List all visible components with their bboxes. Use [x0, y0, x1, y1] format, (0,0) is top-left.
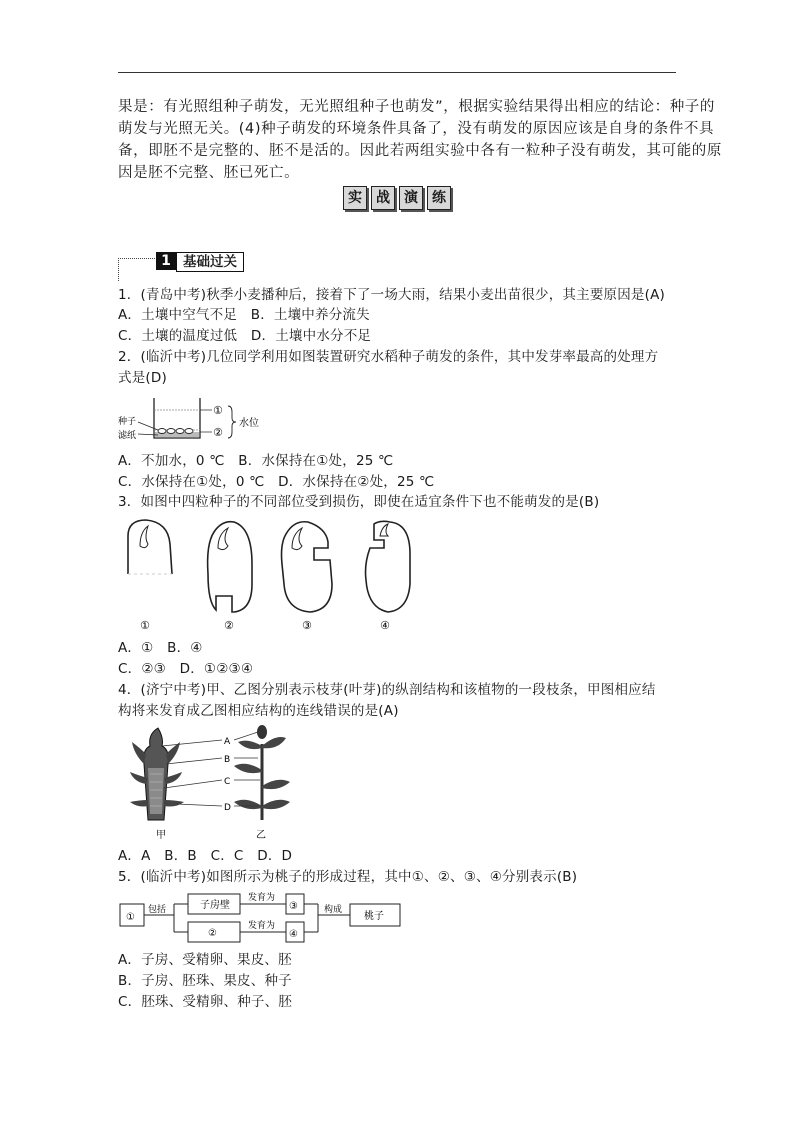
q5-form-label: 构成 — [324, 905, 343, 915]
section-heading — [118, 250, 266, 280]
q5-option-b: B．子房、胚珠、果皮、种子 — [118, 973, 292, 989]
q5-flow-diagram — [118, 890, 408, 950]
q3-seed-label: ④ — [380, 619, 390, 632]
q2-beaker-figure — [118, 392, 278, 448]
bud-section-drawing — [130, 728, 184, 820]
q4-label-a: A — [224, 737, 231, 747]
intro-line-3: 备，即胚不是完整的、胚不是活的。因此若两组实验中各有一粒种子没有萌发，其可能的原 — [118, 143, 722, 159]
q4-options: A．A B．B C．C D．D — [118, 848, 293, 864]
q3-options-ab: A．① B．④ — [118, 640, 203, 656]
q2-seed-label: 种子 — [118, 417, 137, 427]
section-number: 1 — [156, 252, 176, 270]
q2-options-ab: A．不加水，0 ℃ B．水保持在①处，25 ℃ — [118, 453, 394, 469]
q5-ovary-wall-box: 子房壁 — [200, 900, 230, 911]
q3-options-cd: C．②③ D．①②③④ — [118, 661, 254, 677]
banner-char: 实 — [343, 186, 367, 210]
q4-stem-line-1: 4．(济宁中考)甲、乙图分别表示枝芽(叶芽)的纵剖结构和该植物的一段枝条，甲图相应结 — [118, 682, 656, 698]
banner-char: 演 — [399, 186, 423, 210]
q4-figure-yi-label: 乙 — [256, 830, 266, 841]
q2-level-1-mark: ① — [213, 404, 223, 417]
q4-figure-jia-label: 甲 — [156, 830, 166, 841]
header-rule — [118, 72, 676, 73]
q4-label-b: B — [224, 755, 231, 765]
q2-options-cd: C．水保持在①处，0 ℃ D．水保持在②处，25 ℃ — [118, 474, 435, 490]
q4-label-d: D — [224, 803, 231, 813]
q3-stem: 3．如图中四粒种子的不同部位受到损伤，即使在适宜条件下也不能萌发的是(B) — [118, 494, 600, 510]
q3-seeds-figure — [118, 514, 418, 636]
q5-develop-label-1: 发育为 — [248, 893, 276, 903]
section-title: 基础过关 — [176, 252, 244, 272]
q5-option-c: C．胚珠、受精卵、种子、胚 — [118, 994, 293, 1010]
q5-stem: 5．(临沂中考)如图所示为桃子的形成过程，其中①、②、③、④分别表示(B) — [118, 869, 578, 885]
intro-line-2: 萌发与光照无关。(4)种子萌发的环境条件具备了，没有萌发的原因应该是自身的条件不具 — [118, 121, 715, 137]
q4-bud-branch-figure — [118, 724, 308, 844]
q1-options-ab: A．土壤中空气不足 B．土壤中养分流失 — [118, 307, 370, 323]
q5-box-3: ③ — [289, 901, 298, 912]
q2-water-level-label: 水位 — [239, 418, 259, 429]
q5-box-4: ④ — [289, 929, 298, 940]
q4-label-c: C — [224, 777, 231, 787]
q2-level-2-mark: ② — [213, 426, 223, 439]
q5-peach-box: 桃子 — [364, 911, 384, 922]
q5-option-a: A．子房、受精卵、果皮、胚 — [118, 952, 292, 968]
q3-seed-label: ② — [224, 619, 234, 632]
q5-include-label: 包括 — [148, 905, 167, 915]
banner-char: 练 — [427, 186, 451, 210]
dotted-bracket — [118, 258, 157, 281]
q5-box-1: ① — [126, 912, 135, 923]
practice-banner — [343, 186, 451, 210]
q5-develop-label-2: 发育为 — [248, 921, 276, 931]
banner-char: 战 — [371, 186, 395, 210]
intro-line-1: 果是：有光照组种子萌发，无光照组种子也萌发”，根据实验结果得出相应的结论：种子的 — [118, 99, 716, 115]
q2-stem-line-1: 2．(临沂中考)几位同学利用如图装置研究水稻种子萌发的条件，其中发芽率最高的处理方 — [118, 349, 659, 365]
intro-line-4: 因是胚不完整、胚已死亡。 — [118, 165, 300, 181]
q3-seed-label: ① — [140, 619, 150, 632]
q2-stem-line-2: 式是(D) — [118, 370, 167, 386]
q2-filter-paper-label: 滤纸 — [118, 431, 137, 441]
q1-stem: 1．(青岛中考)秋季小麦播种后，接着下了一场大雨，结果小麦出苗很少，其主要原因是(A) — [118, 287, 665, 303]
q1-options-cd: C．土壤的温度过低 D．土壤中水分不足 — [118, 328, 372, 344]
q5-box-2: ② — [208, 928, 217, 939]
q4-stem-line-2: 构将来发育成乙图相应结构的连线错误的是(A) — [118, 703, 399, 719]
q3-seed-label: ③ — [302, 619, 312, 632]
